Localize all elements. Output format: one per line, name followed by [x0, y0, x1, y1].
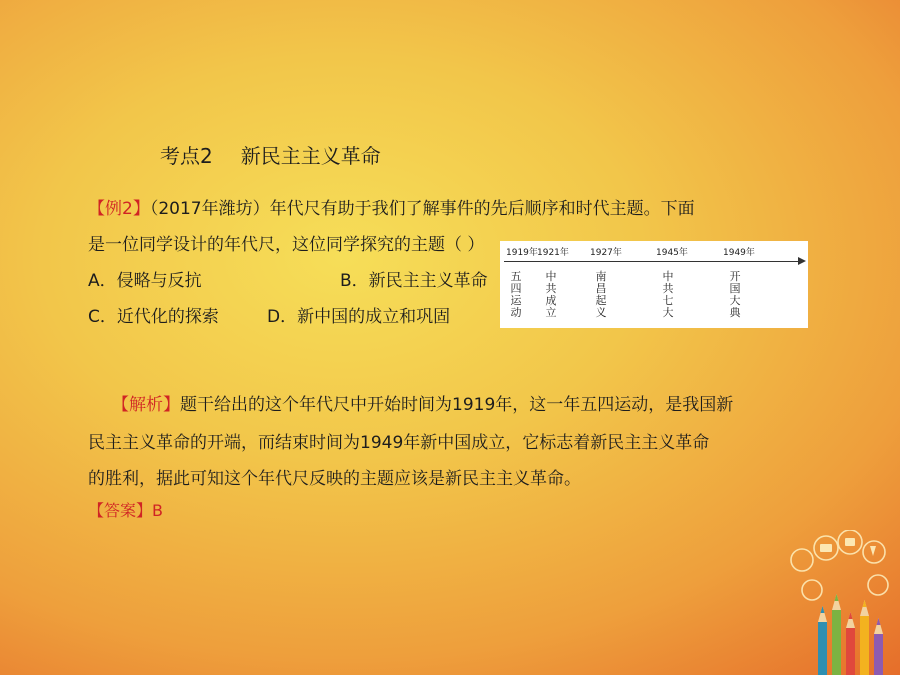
analysis-tag: 【解析】 [112, 395, 180, 415]
topic-title: 新民主主义革命 [240, 144, 381, 168]
answer-line [88, 498, 163, 521]
analysis-line-2: 民主主义革命的开端，而结束时间为1949年新中国成立，它标志着新民主主义革命 [88, 433, 710, 453]
timeline-year: 1949年 [723, 248, 755, 258]
topic-number: 考点2 [160, 144, 213, 168]
timeline-year: 1945年 [656, 248, 688, 258]
timeline-arrow-icon [798, 257, 806, 265]
timeline-year: 1927年 [590, 248, 622, 258]
answer-tag: 【答案】 [88, 501, 153, 520]
slide-title [160, 140, 381, 169]
timeline-figure [500, 241, 808, 328]
timeline-year: 1919年 [506, 248, 538, 258]
answer-value: B [152, 501, 163, 520]
option-d[interactable]: D．新中国的成立和巩固 [267, 307, 451, 327]
analysis-text-1: 题干给出的这个年代尺中开始时间为1919年，这一年五四运动，是我国新 [180, 395, 734, 415]
option-b[interactable]: B．新民主主义革命 [340, 271, 488, 291]
timeline-year: 1921年 [537, 248, 569, 258]
analysis-line-1 [112, 390, 733, 415]
question-line-1 [88, 194, 695, 219]
timeline-event: 开国大典 [729, 270, 741, 319]
pencils-illustration-icon [790, 530, 900, 675]
question-line-2: 是一位同学设计的年代尺，这位同学探究的主题（ ） [88, 235, 485, 255]
timeline-event: 中共成立 [545, 270, 557, 319]
timeline-event: 南昌起义 [595, 270, 607, 319]
option-a[interactable]: A．侵略与反抗 [88, 271, 202, 291]
example-tag: 【例2】 [88, 199, 150, 219]
analysis-line-3: 的胜利，据此可知这个年代尺反映的主题应该是新民主主义革命。 [88, 469, 581, 489]
option-c[interactable]: C．近代化的探索 [88, 307, 219, 327]
timeline-event: 五四运动 [510, 270, 522, 319]
question-text-1: （2017年潍坊）年代尺有助于我们了解事件的先后顺序和时代主题。下面 [149, 199, 695, 219]
timeline-axis [504, 261, 802, 262]
timeline-event: 中共七大 [662, 270, 674, 319]
